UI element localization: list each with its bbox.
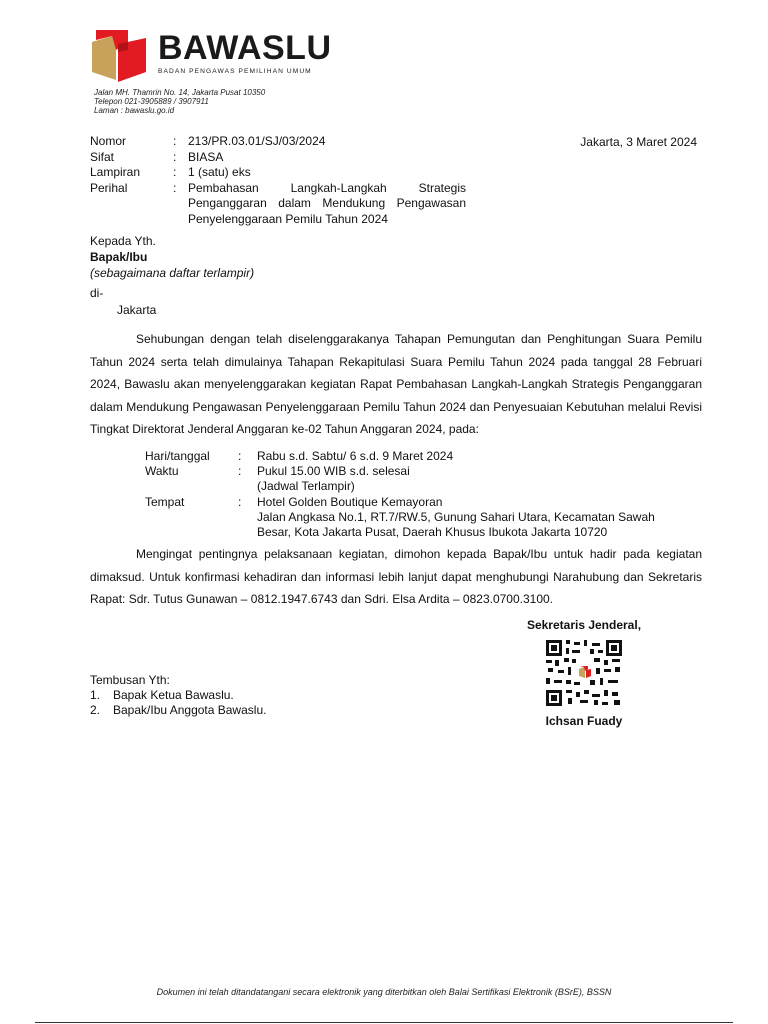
schedule-label: Tempat <box>145 495 185 509</box>
schedule-value-note: (Jadwal Terlampir) <box>257 479 355 493</box>
website-line: Laman : bawaslu.go.id <box>94 106 175 115</box>
cc-item-number: 1. <box>90 688 101 702</box>
letter-date: Jakarta, 3 Maret 2024 <box>580 135 697 149</box>
org-name: BAWASLU <box>158 29 332 67</box>
schedule-colon: : <box>238 495 242 509</box>
recipient-greeting: Kepada Yth. <box>90 234 156 248</box>
letterhead <box>88 26 332 116</box>
meta-colon: : <box>173 165 177 179</box>
meta-value: Pembahasan Langkah-Langkah Strategis Penganggaran dalam Mendukung Pengawasan Penyelenggaraan Pemilu Tahun 2024 <box>188 181 466 226</box>
recipient-city: Jakarta <box>117 303 157 317</box>
org-subtitle: BADAN PENGAWAS PEMILIHAN UMUM <box>158 68 312 75</box>
qr-code-signature <box>546 640 622 706</box>
cc-item-number: 2. <box>90 703 101 717</box>
schedule-value: Rabu s.d. Sabtu/ 6 s.d. 9 Maret 2024 <box>257 449 454 463</box>
meta-value: 1 (satu) eks <box>188 165 251 179</box>
meta-colon: : <box>173 181 177 195</box>
cc-item: Bapak/Ibu Anggota Bawaslu. <box>113 703 267 717</box>
signature-name: Ichsan Fuady <box>545 714 623 728</box>
schedule-colon: : <box>238 464 242 478</box>
phone-line: Telepon 021-3905889 / 3907911 <box>94 97 209 106</box>
e-signature-footer-note: Dokumen ini telah ditandatangani secara elektronik yang diterbitkan oleh Balai Sertifikasi Elektronik (BSrE), BSSN <box>156 987 612 997</box>
schedule-value: Pukul 15.00 WIB s.d. selesai <box>257 464 410 478</box>
schedule-colon: : <box>238 449 242 463</box>
meta-label: Nomor <box>90 134 127 148</box>
recipient-di: di- <box>90 286 104 300</box>
body-paragraph-2-text: Mengingat pentingnya pelaksanaan kegiatan, dimohon kepada Bapak/Ibu untuk hadir pada kegiatan dimaksud. Untuk konfirmasi kehadiran dan informasi lebih lanjut dapat menghubungi Narahubung dan Sekretaris Rapat: Sdr. Tutus Gunawan – 0812.1947.6743 dan Sdri. Elsa Ardita – 0823.0700.3100. <box>90 547 702 606</box>
schedule-value-address: Jalan Angkasa No.1, RT.7/RW.5, Gunung Sahari Utara, Kecamatan Sawah Besar, Kota Jakarta Pusat, Daerah Khusus Ibukota Jakarta 10720 <box>257 510 655 540</box>
signature-title: Sekretaris Jenderal, <box>526 618 642 632</box>
meta-colon: : <box>173 134 177 148</box>
meta-label: Perihal <box>90 181 128 195</box>
schedule-label: Waktu <box>145 464 179 478</box>
footer-divider <box>35 1022 733 1023</box>
body-paragraph-2 <box>90 543 702 611</box>
meta-colon: : <box>173 150 177 164</box>
meta-label: Sifat <box>90 150 115 164</box>
schedule-value: Hotel Golden Boutique Kemayoran <box>257 495 443 509</box>
recipient-note: (sebagaimana daftar terlampir) <box>90 266 255 280</box>
meta-label: Lampiran <box>90 165 141 179</box>
address-line: Jalan MH. Thamrin No. 14, Jakarta Pusat 10350 <box>94 88 266 97</box>
body-paragraph-1 <box>90 328 702 441</box>
cc-item: Bapak Ketua Bawaslu. <box>113 688 234 702</box>
recipient-name: Bapak/Ibu <box>90 250 148 264</box>
body-paragraph-1-text: Sehubungan dengan telah diselenggarakanya Tahapan Pemungutan dan Penghitungan Suara Pemilu Tahun 2024 serta telah dimulainya Tahapan Rekapitulasi Suara Pemilu Tahun 2024 pada tanggal 28 Februari 2024, Bawaslu akan menyelenggarakan kegiatan Rapat Pembahasan Langkah-Langkah Strategis Penganggaran dalam Mendukung Pengawasan Penyelenggaraan Pemilu Tahun 2024 dan Penyesuaian Kebutuhan melalui Revisi Tingkat Direktorat Jenderal Anggaran ke-02 Tahun Anggaran 2024, pada: <box>90 332 702 436</box>
bawaslu-logo-icon <box>88 28 148 84</box>
cc-heading: Tembusan Yth: <box>90 673 170 687</box>
meta-value: 213/PR.03.01/SJ/03/2024 <box>188 134 326 148</box>
schedule-label: Hari/tanggal <box>145 449 210 463</box>
meta-value: BIASA <box>188 150 224 164</box>
